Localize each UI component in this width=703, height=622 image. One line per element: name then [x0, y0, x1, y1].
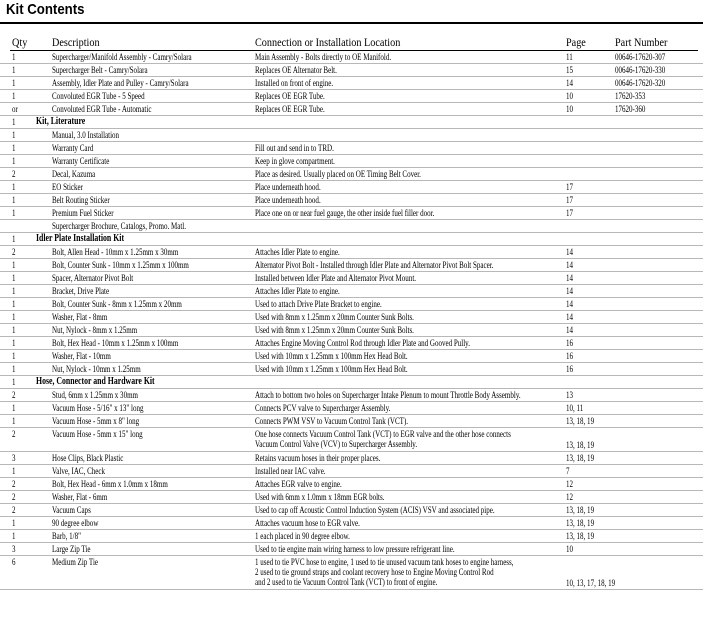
page-cell: 13 [566, 390, 574, 400]
qty-cell: 1 [12, 182, 16, 192]
page-cell: 14 [566, 299, 574, 309]
section-row [0, 116, 703, 129]
table-row [0, 350, 703, 363]
description-cell: Assembly, Idler Plate and Pulley - Camry/Solara [52, 78, 189, 88]
header-connection: Connection or Installation Location [255, 35, 401, 49]
table-row [0, 103, 703, 116]
qty-cell: 1 [12, 234, 16, 244]
connection-cell: Installed on front of engine. [255, 78, 334, 88]
description-cell: Convoluted EGR Tube - Automatic [52, 104, 152, 114]
description-cell: Washer, Flat - 10mm [52, 351, 111, 361]
description-cell: Supercharger/Manifold Assembly - Camry/Solara [52, 52, 192, 62]
description-cell: Stud, 6mm x 1.25mm x 30mm [52, 390, 139, 400]
table-row [0, 504, 703, 517]
part-number-cell: 17620-360 [615, 104, 646, 114]
title-rule [0, 22, 703, 24]
qty-cell: 1 [12, 91, 16, 101]
qty-cell: 2 [12, 429, 16, 439]
connection-cell: Used with 6mm x 1.0mm x 18mm EGR bolts. [255, 492, 385, 502]
qty-cell: 1 [12, 377, 16, 387]
qty-cell: 1 [12, 143, 16, 153]
description-cell: Belt Routing Sticker [52, 195, 110, 205]
description-cell: Bolt, Counter Sunk - 8mm x 1.25mm x 20mm [52, 299, 182, 309]
description-cell: Washer, Flat - 8mm [52, 312, 108, 322]
page-cell: 14 [566, 286, 574, 296]
qty-cell: 1 [12, 117, 16, 127]
page-cell: 17 [566, 208, 574, 218]
table-row [0, 311, 703, 324]
page-cell: 12 [566, 492, 574, 502]
table-row [0, 272, 703, 285]
page-cell: 13, 18, 19 [566, 440, 595, 450]
description-cell: Vacuum Hose - 5/16" x 13" long [52, 403, 144, 413]
table-row [0, 543, 703, 556]
table-row [0, 194, 703, 207]
qty-cell: 1 [12, 156, 16, 166]
page-cell: 14 [566, 260, 574, 270]
qty-cell: 1 [12, 195, 16, 205]
qty-cell: 1 [12, 364, 16, 374]
connection-cell: Main Assembly - Bolts directly to OE Manifold. [255, 52, 392, 62]
connection-cell: Fill out and send in to TRD. [255, 143, 334, 153]
connection-cell: Connects PWM VSV to Vacuum Control Tank (VCT). [255, 416, 409, 426]
description-cell: Manual, 3.0 Installation [52, 130, 120, 140]
table-row [0, 402, 703, 415]
qty-cell: 1 [12, 260, 16, 270]
description-cell: Bracket, Drive Plate [52, 286, 110, 296]
connection-cell: Place one on or near fuel gauge, the other inside fuel filler door. [255, 208, 435, 218]
description-cell: Hose, Connector and Hardware Kit [36, 376, 155, 387]
connection-cell: Used to cap off Acoustic Control Induction System (ACIS) VSV and associated pipe. [255, 505, 495, 515]
table-row [0, 285, 703, 298]
description-cell: Nut, Nylock - 10mm x 1.25mm [52, 364, 141, 374]
table-row [0, 465, 703, 478]
description-cell: EO Sticker [52, 182, 84, 192]
description-cell: Washer, Flat - 6mm [52, 492, 108, 502]
page-cell: 12 [566, 479, 574, 489]
qty-cell: 1 [12, 52, 16, 62]
description-cell: Vacuum Caps [52, 505, 91, 515]
part-number-cell: 00646-17620-330 [615, 65, 666, 75]
description-cell: Vacuum Hose - 5mm x 8" long [52, 416, 140, 426]
connection-cell: Replaces OE EGR Tube. [255, 104, 325, 114]
page-cell: 13, 18, 19 [566, 505, 595, 515]
connection-cell: Used with 8mm x 1.25mm x 20mm Counter Sunk Bolts. [255, 325, 414, 335]
description-cell: Bolt, Counter Sunk - 10mm x 1.25mm x 100mm [52, 260, 189, 270]
table-row [0, 363, 703, 376]
description-cell: Supercharger Brochure, Catalogs, Promo. Matl. [52, 221, 187, 231]
connection-cell: Keep in glove compartment. [255, 156, 335, 166]
table-row [0, 51, 703, 64]
qty-cell: 3 [12, 544, 16, 554]
table-row [0, 478, 703, 491]
description-cell: Nut, Nylock - 8mm x 1.25mm [52, 325, 138, 335]
qty-cell: 1 [12, 78, 16, 88]
header-page: Page [566, 35, 586, 49]
part-number-cell: 17620-353 [615, 91, 646, 101]
qty-cell: or [12, 104, 18, 114]
table-row [0, 168, 703, 181]
connection-cell: Alternator Pivot Bolt - Installed through Idler Plate and Alternator Pivot Bolt Spacer. [255, 260, 494, 270]
connection-cell: Installed between Idler Plate and Alternator Pivot Mount. [255, 273, 417, 283]
qty-cell: 1 [12, 466, 16, 476]
description-cell: Large Zip Tie [52, 544, 91, 554]
page-cell: 10 [566, 104, 574, 114]
connection-cell: Used to tie engine main wiring harness to low pressure refrigerant line. [255, 544, 455, 554]
connection-cell: Installed near IAC valve. [255, 466, 326, 476]
connection-cell-line-2: Vacuum Control Valve (VCV) to Supercharger Assembly. [255, 439, 418, 449]
page-cell: 15 [566, 65, 574, 75]
connection-cell: One hose connects Vacuum Control Tank (VCT) to EGR valve and the other hose connects [255, 429, 511, 439]
description-cell: Warranty Card [52, 143, 94, 153]
qty-cell: 3 [12, 453, 16, 463]
description-cell: 90 degree elbow [52, 518, 99, 528]
table-row [0, 452, 703, 465]
page-cell: 13, 18, 19 [566, 416, 595, 426]
connection-cell: Place underneath hood. [255, 195, 321, 205]
qty-cell: 1 [12, 65, 16, 75]
description-cell: Barb, 1/8" [52, 531, 81, 541]
connection-cell-line-2: 2 used to tie ground straps and coolant recovery hose to Engine Moving Control Rod [255, 567, 494, 577]
page-cell: 14 [566, 247, 574, 257]
description-cell: Idler Plate Installation Kit [36, 233, 125, 244]
connection-cell: Used to attach Drive Plate Bracket to engine. [255, 299, 382, 309]
page-cell: 14 [566, 273, 574, 283]
table-row [0, 142, 703, 155]
qty-cell: 1 [12, 403, 16, 413]
part-number-cell: 00646-17620-320 [615, 78, 666, 88]
qty-cell: 1 [12, 325, 16, 335]
connection-cell: Retains vacuum hoses in their proper places. [255, 453, 381, 463]
connection-cell: 1 each placed in 90 degree elbow. [255, 531, 350, 541]
description-cell: Spacer, Alternator Pivot Bolt [52, 273, 134, 283]
connection-cell: Connects PCV valve to Supercharger Assembly. [255, 403, 391, 413]
header-part-number: Part Number [615, 35, 668, 49]
qty-cell: 6 [12, 557, 16, 567]
description-cell: Kit, Literature [36, 116, 86, 127]
table-row [0, 155, 703, 168]
description-cell: Bolt, Allen Head - 10mm x 1.25mm x 30mm [52, 247, 179, 257]
header-description: Description [52, 35, 100, 49]
page-cell: 17 [566, 195, 574, 205]
description-cell: Convoluted EGR Tube - 5 Speed [52, 91, 145, 101]
table-row [0, 415, 703, 428]
page-cell: 17 [566, 182, 574, 192]
kit-contents-table [0, 51, 703, 590]
page-cell: 14 [566, 78, 574, 88]
part-number-cell: 00646-17620-307 [615, 52, 666, 62]
description-cell: Decal, Kazuma [52, 169, 96, 179]
header-qty: Qty [12, 35, 28, 49]
section-row [0, 376, 703, 389]
connection-cell: Attaches EGR valve to engine. [255, 479, 342, 489]
qty-cell: 1 [12, 338, 16, 348]
qty-cell: 2 [12, 492, 16, 502]
connection-cell: Place as desired. Usually placed on OE Timing Belt Cover. [255, 169, 421, 179]
page-cell: 10 [566, 544, 574, 554]
qty-cell: 1 [12, 518, 16, 528]
page-cell: 14 [566, 325, 574, 335]
table-row [0, 556, 703, 590]
connection-cell: Used with 10mm x 1.25mm x 100mm Hex Head Bolt. [255, 364, 408, 374]
description-cell: Bolt, Hex Head - 6mm x 1.0mm x 18mm [52, 479, 168, 489]
description-cell: Supercharger Belt - Camry/Solara [52, 65, 148, 75]
table-row [0, 298, 703, 311]
connection-cell: Place underneath hood. [255, 182, 321, 192]
table-row [0, 246, 703, 259]
table-row [0, 530, 703, 543]
qty-cell: 1 [12, 299, 16, 309]
qty-cell: 1 [12, 531, 16, 541]
connection-cell: Used with 10mm x 1.25mm x 100mm Hex Head Bolt. [255, 351, 408, 361]
table-row [0, 517, 703, 530]
table-row [0, 324, 703, 337]
table-row [0, 337, 703, 350]
description-cell: Valve, IAC, Check [52, 466, 106, 476]
page-title: Kit Contents [6, 1, 85, 18]
page-cell: 10, 13, 17, 18, 19 [566, 578, 616, 588]
table-row [0, 129, 703, 142]
table-row [0, 64, 703, 77]
connection-cell: Replaces OE Alternator Belt. [255, 65, 337, 75]
qty-cell: 1 [12, 208, 16, 218]
description-cell: Medium Zip Tie [52, 557, 99, 567]
page-cell: 10, 11 [566, 403, 584, 413]
connection-cell: Attaches Idler Plate to engine. [255, 286, 340, 296]
qty-cell: 2 [12, 390, 16, 400]
connection-cell: Attach to bottom two holes on Supercharger Intake Plenum to mount Throttle Body Assembly. [255, 390, 521, 400]
qty-cell: 1 [12, 286, 16, 296]
table-row [0, 389, 703, 402]
page-cell: 16 [566, 364, 574, 374]
connection-cell-line-3: and 2 used to tie Vacuum Control Tank (VCT) to front of engine. [255, 577, 438, 587]
qty-cell: 2 [12, 247, 16, 257]
table-row [0, 428, 703, 452]
page-cell: 16 [566, 351, 574, 361]
description-cell: Premium Fuel Sticker [52, 208, 114, 218]
qty-cell: 2 [12, 479, 16, 489]
page-cell: 13, 18, 19 [566, 518, 595, 528]
qty-cell: 2 [12, 169, 16, 179]
connection-cell: Replaces OE EGR Tube. [255, 91, 325, 101]
page-cell: 16 [566, 338, 574, 348]
description-cell: Vacuum Hose - 5mm x 15" long [52, 429, 143, 439]
description-cell: Bolt, Hex Head - 10mm x 1.25mm x 100mm [52, 338, 179, 348]
table-row [0, 220, 703, 233]
connection-cell: Attaches Idler Plate to engine. [255, 247, 340, 257]
connection-cell: Used with 8mm x 1.25mm x 20mm Counter Sunk Bolts. [255, 312, 414, 322]
section-row [0, 233, 703, 246]
connection-cell: Attaches vacuum hose to EGR valve. [255, 518, 360, 528]
table-row [0, 77, 703, 90]
description-cell: Hose Clips, Black Plastic [52, 453, 124, 463]
qty-cell: 1 [12, 312, 16, 322]
page-cell: 7 [566, 466, 570, 476]
qty-cell: 1 [12, 416, 16, 426]
qty-cell: 1 [12, 130, 16, 140]
qty-cell: 1 [12, 351, 16, 361]
connection-cell: 1 used to tie PVC hose to engine, 1 used to tie unused vacuum tank hoses to engine harness, [255, 557, 514, 567]
table-row [0, 90, 703, 103]
page-cell: 14 [566, 312, 574, 322]
table-row [0, 207, 703, 220]
page-cell: 11 [566, 52, 573, 62]
page-cell: 10 [566, 91, 574, 101]
page-cell: 13, 18, 19 [566, 531, 595, 541]
page-cell: 13, 18, 19 [566, 453, 595, 463]
qty-cell: 1 [12, 273, 16, 283]
table-row [0, 181, 703, 194]
connection-cell: Attaches Engine Moving Control Rod through Idler Plate and Gooved Pully. [255, 338, 470, 348]
qty-cell: 2 [12, 505, 16, 515]
description-cell: Warranty Certificate [52, 156, 110, 166]
table-row [0, 491, 703, 504]
table-row [0, 259, 703, 272]
